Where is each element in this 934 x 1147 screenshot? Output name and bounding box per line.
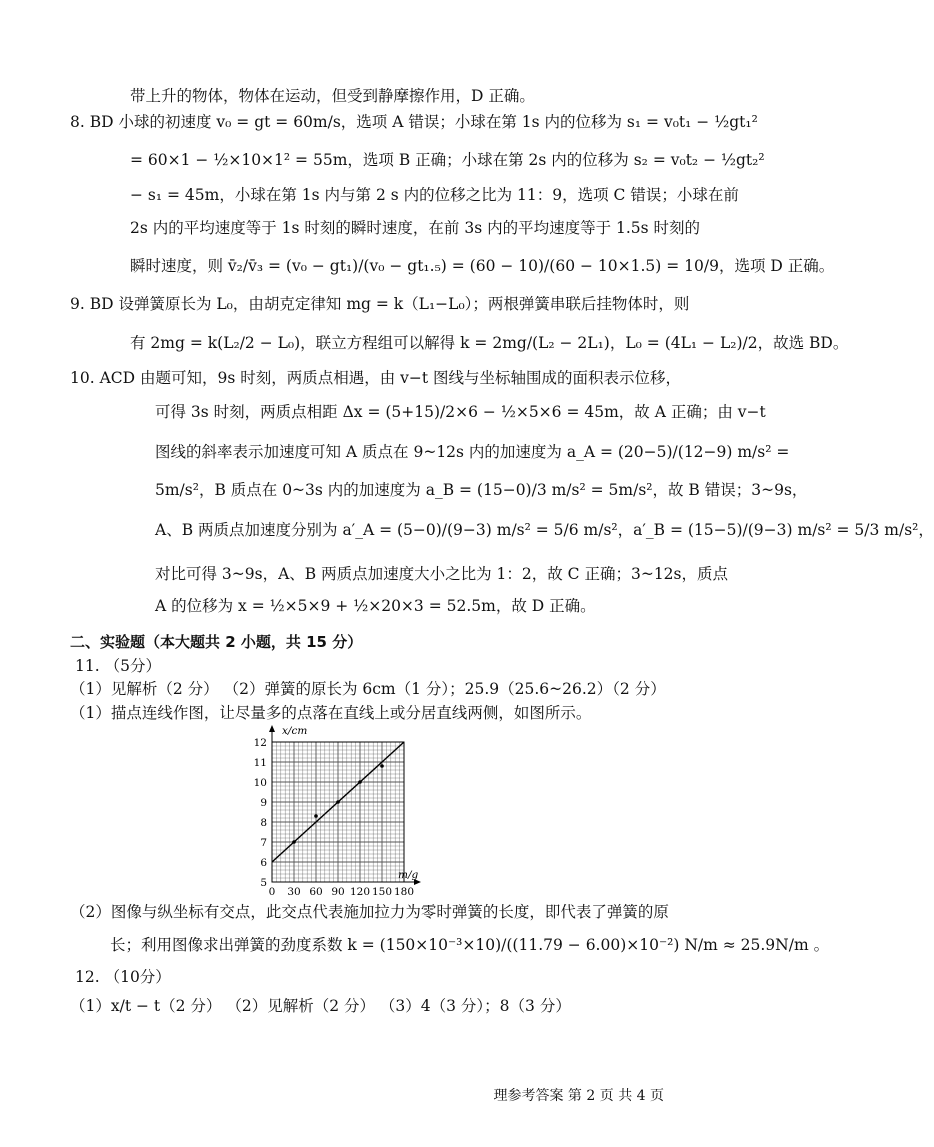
text-line-9: 可得 3s 时刻，两质点相距 Δx = (5+15)/2×6 − ½×5×6 = 45m，故 A 正确；由 v−t: [155, 403, 766, 421]
x-tick-label: 30: [287, 886, 301, 898]
text-line-20: 长；利用图像求出弹簧的劲度系数 k = (150×10⁻³×10)/((11.79 − 6.00)×10⁻²) N/m ≈ 25.9N/m 。: [110, 936, 830, 954]
data-point: [358, 780, 362, 784]
x-axis-label: m/g: [398, 869, 419, 881]
spring-length-chart: [240, 718, 440, 900]
data-point: [292, 840, 296, 844]
data-point: [380, 764, 384, 768]
y-tick-label: 7: [260, 837, 267, 849]
question-12-header: 12. （10分）: [75, 968, 171, 986]
data-point: [336, 800, 340, 804]
x-tick-label: 90: [331, 886, 345, 898]
text-line-5: 瞬时速度，则 v̄₂/v̄₃ = (v₀ − gt₁)/(v₀ − gt₁.₅) = (60 − 10)/(60 − 10×1.5) = 10/9，选项 D 正确。: [130, 257, 835, 275]
x-tick-label: 150: [371, 886, 393, 898]
text-line-1: 8. BD 小球的初速度 v₀ = gt = 60m/s，选项 A 错误；小球在第 1s 内的位移为 s₁ = v₀t₁ − ½gt₁²: [70, 113, 758, 131]
text-line-0: 带上升的物体，物体在运动，但受到静摩擦作用，D 正确。: [130, 87, 535, 105]
text-line-7: 有 2mg = k(L₂/2 − L₀)，联立方程组可以解得 k = 2mg/(L₂ − 2L₁)，L₀ = (4L₁ − L₂)/2，故选 BD。: [130, 334, 849, 352]
data-point: [314, 814, 318, 818]
text-line-8: 10. ACD 由题可知，9s 时刻，两质点相遇，由 v−t 图线与坐标轴围成的面积表示位移，: [70, 369, 682, 387]
text-line-11: 5m/s²，B 质点在 0~3s 内的加速度为 a_B = (15−0)/3 m/s² = 5m/s²，故 B 错误；3~9s，: [155, 481, 808, 499]
y-axis-arrow: [269, 725, 275, 732]
text-line-10: 图线的斜率表示加速度可知 A 质点在 9~12s 内的加速度为 a_A = (20−5)/(12−9) m/s² =: [155, 443, 790, 461]
y-tick-label: 10: [253, 777, 267, 789]
x-tick-label: 60: [309, 886, 323, 898]
y-tick-label: 8: [260, 817, 267, 829]
y-tick-label: 5: [260, 877, 267, 889]
section-heading: 二、实验题（本大题共 2 小题，共 15 分）: [70, 633, 363, 651]
y-tick-label: 11: [253, 757, 267, 769]
text-line-12: A、B 两质点加速度分别为 a′_A = (5−0)/(9−3) m/s² = 5/6 m/s²，a′_B = (15−5)/(9−3) m/s² = 5/3 m/s²，: [155, 521, 934, 539]
y-tick-label: 12: [253, 737, 267, 749]
x-tick-label: 120: [349, 886, 371, 898]
text-line-22: （1）x/t − t（2 分） （2）见解析（2 分） （3）4（3 分）；8（3 分）: [70, 997, 571, 1015]
text-line-17: （1）见解析（2 分） （2）弹簧的原长为 6cm（1 分）；25.9（25.6~26.2）（2 分）: [70, 680, 666, 698]
x-tick-label: 180: [393, 886, 415, 898]
text-line-14: A 的位移为 x = ½×5×9 + ½×20×3 = 52.5m，故 D 正确。: [155, 597, 596, 615]
x-tick-label: 0: [268, 886, 276, 898]
text-line-3: − s₁ = 45m，小球在第 1s 内与第 2 s 内的位移之比为 11：9，选项 C 错误；小球在前: [130, 186, 739, 204]
text-line-4: 2s 内的平均速度等于 1s 时刻的瞬时速度，在前 3s 内的平均速度等于 1.5s 时刻的: [130, 219, 701, 237]
page-footer: 理参考答案 第 2 页 共 4 页: [493, 1088, 664, 1104]
text-line-6: 9. BD 设弹簧原长为 L₀，由胡克定律知 mg = k（L₁−L₀）；两根弹簧串联后挂物体时，则: [70, 295, 690, 313]
text-line-2: = 60×1 − ½×10×1² = 55m，选项 B 正确；小球在第 2s 内的位移为 s₂ = v₀t₂ − ½gt₂²: [130, 151, 765, 169]
text-line-18: （1）描点连线作图，让尽量多的点落在直线上或分居直线两侧，如图所示。: [70, 704, 592, 722]
y-axis-label: x/cm: [282, 725, 308, 737]
y-tick-label: 9: [260, 797, 267, 809]
question-11-header: 11. （5分）: [75, 657, 161, 675]
y-tick-label: 6: [260, 857, 267, 869]
text-line-13: 对比可得 3~9s，A、B 两质点加速度大小之比为 1：2，故 C 正确；3~12s，质点: [155, 565, 728, 583]
text-line-19: （2）图像与纵坐标有交点，此交点代表施加拉力为零时弹簧的长度，即代表了弹簧的原: [70, 903, 669, 921]
